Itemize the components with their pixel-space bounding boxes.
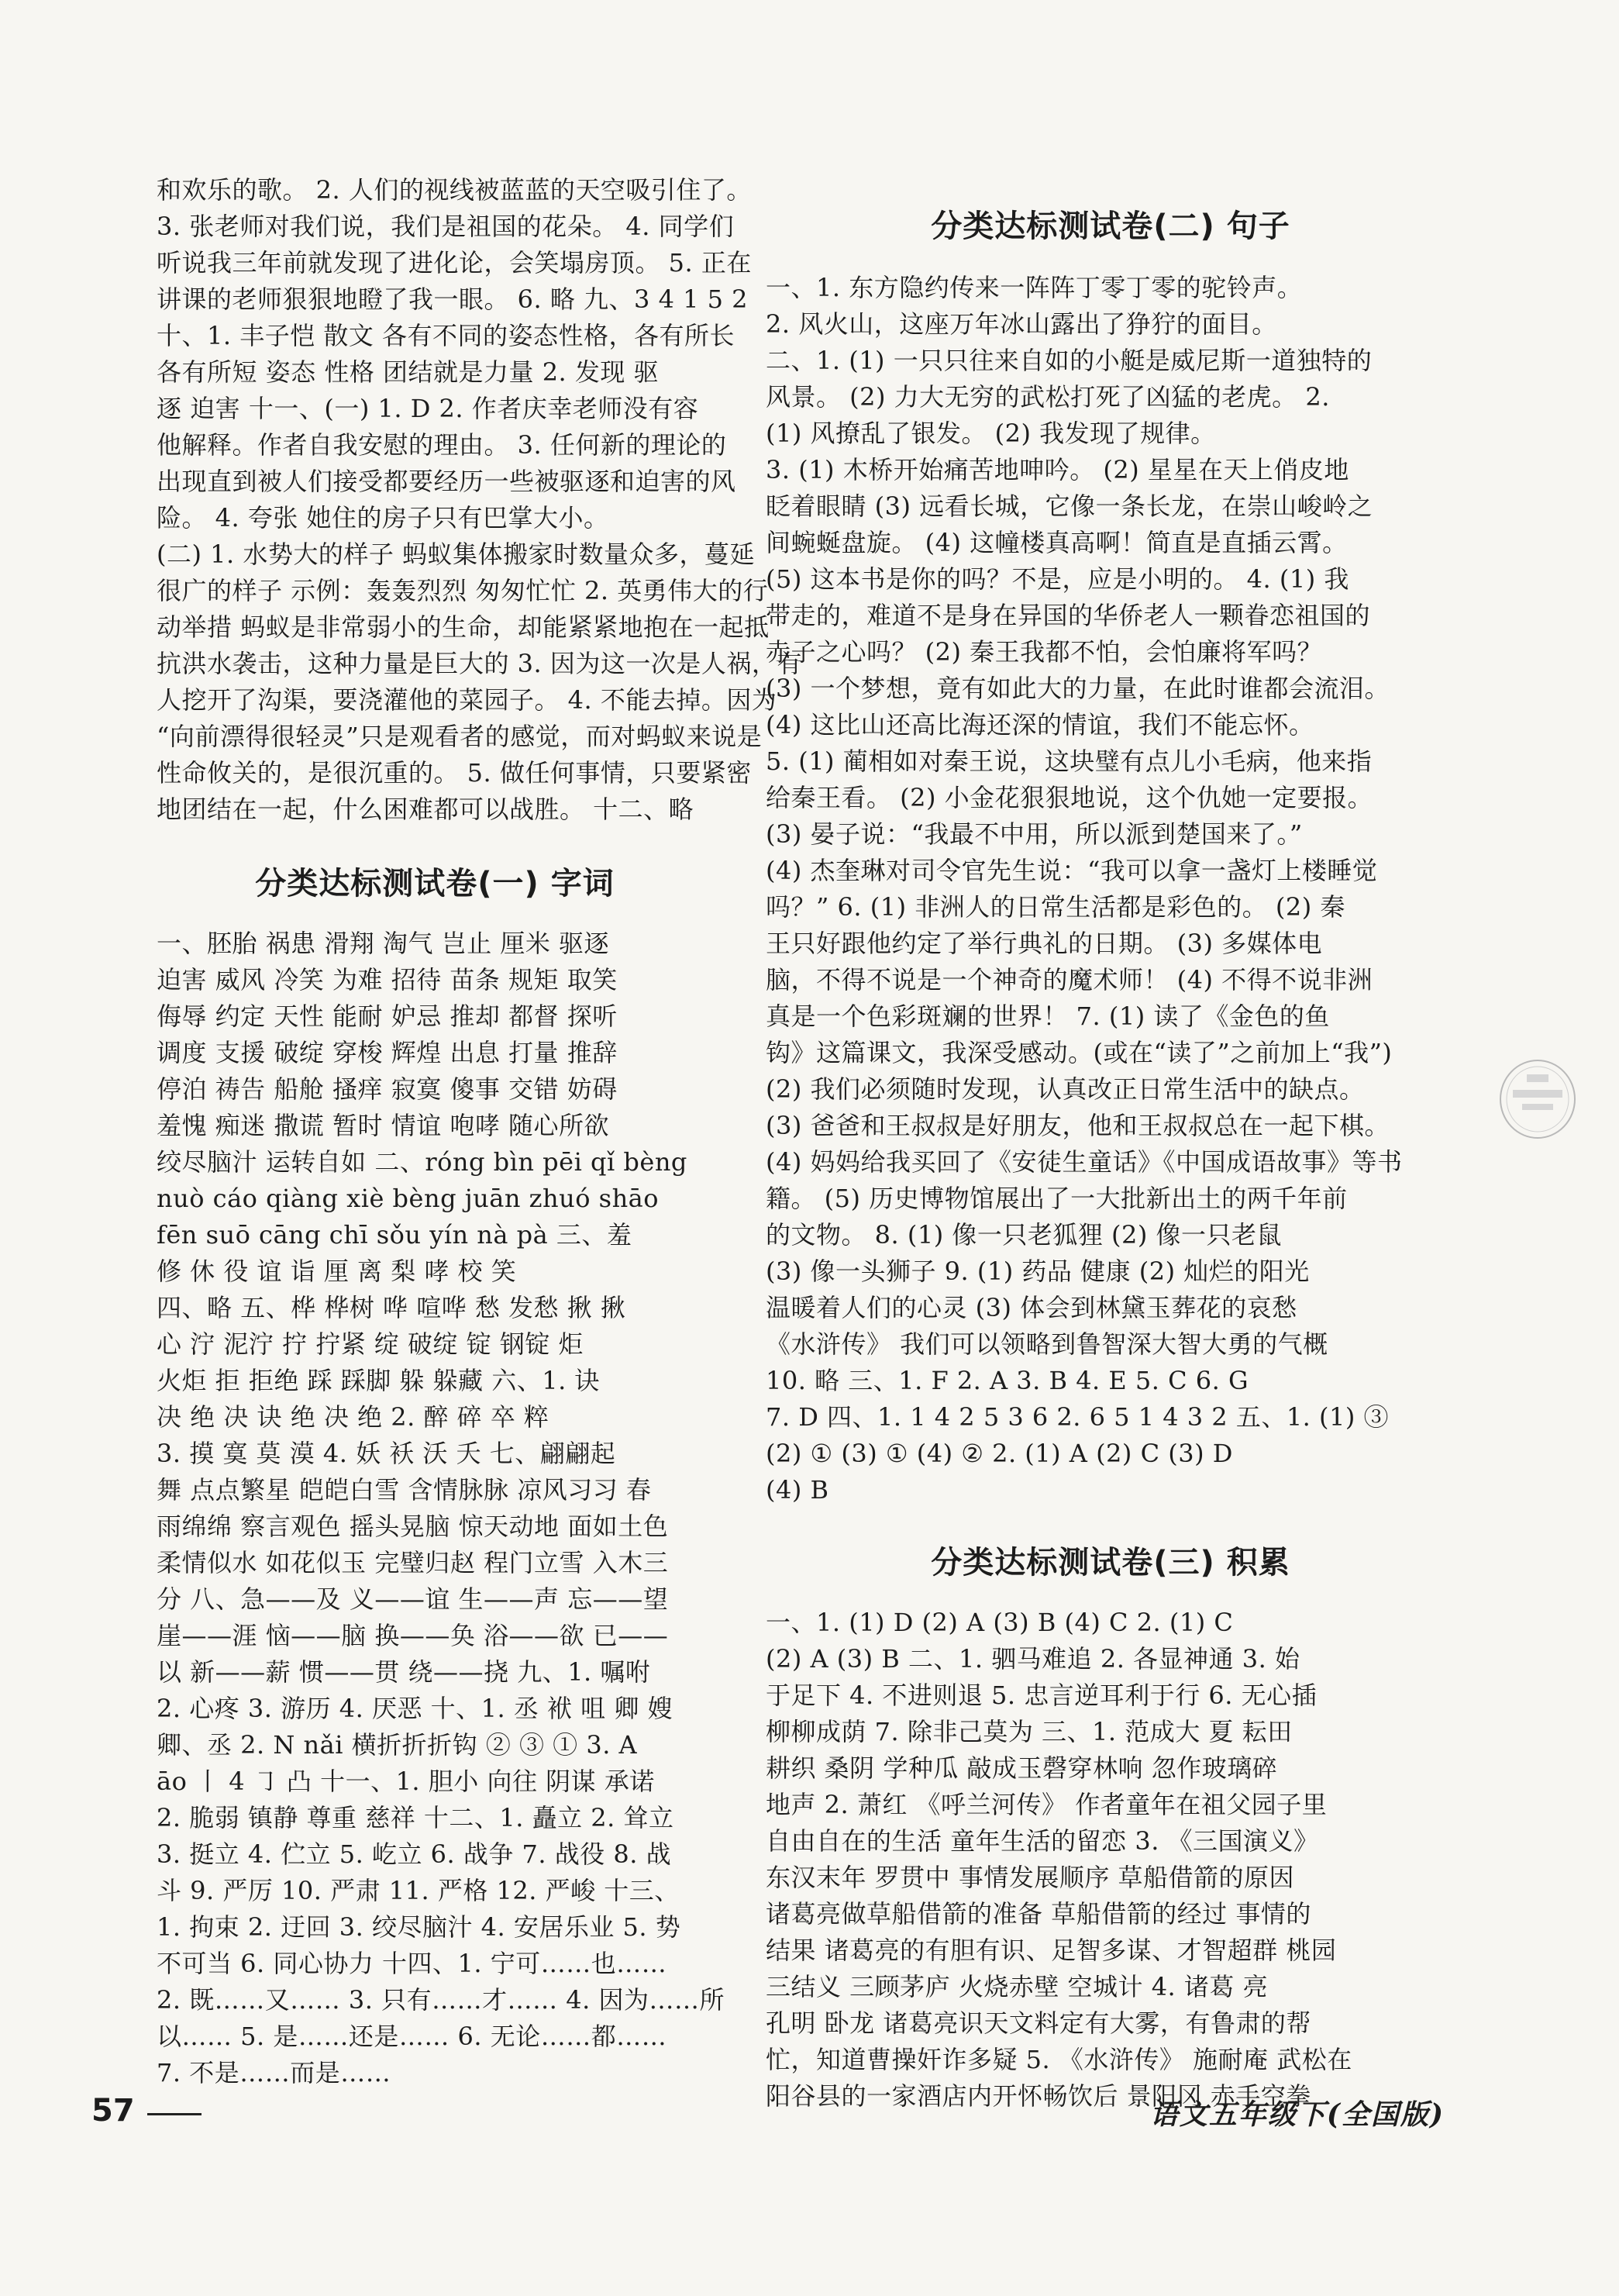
text-line: 忙，知道曹操奸诈多疑 5. 《水浒传》 施耐庵 武松在: [766, 2045, 1352, 2074]
watermark-stamp: [1496, 1054, 1579, 1147]
text-line: 5. (1) 蔺相如对秦王说，这块璧有点儿小毛病，他来指: [766, 746, 1373, 776]
section-1-answers: [157, 926, 725, 2091]
text-line: 决 绝 决 诀 绝 决 绝 2. 醉 碎 卒 粹: [157, 1402, 549, 1432]
section-title-2: 分类达标测试卷(二) 句子: [931, 209, 1290, 244]
text-line: 斗 9. 严厉 10. 严肃 11. 严格 12. 严峻 十三、: [157, 1876, 680, 1905]
text-line: 吗？” 6. (1) 非洲人的日常生活都是彩色的。 (2) 秦: [766, 892, 1345, 922]
text-line: 7. D 四、1. 1 4 2 5 3 6 2. 6 5 1 4 3 2 五、1. (1) ③: [766, 1402, 1390, 1432]
text-line: 崖——涯 恼——脑 换——奂 浴——欲 已——: [157, 1621, 669, 1650]
text-line: āo 丨 4 ㇆ 凸 十一、1. 胆小 向往 阴谋 承诺: [157, 1767, 655, 1796]
text-line: 2. 心疼 3. 游历 4. 厌恶 十、1. 丞 袱 咀 卿 嫂: [157, 1694, 673, 1723]
text-line: 十、1. 丰子恺 散文 各有不同的姿态性格，各有所长: [157, 321, 735, 350]
text-line: 他解释。作者自我安慰的理由。 3. 任何新的理论的: [157, 430, 727, 460]
text-line: 间蜿蜒盘旋。 (4) 这幢楼真高啊！简直是直插云霄。: [766, 528, 1348, 557]
text-line: nuò cáo qiàng xiè bèng juān zhuó shāo: [157, 1184, 660, 1213]
text-line: 和欢乐的歌。 2. 人们的视线被蓝蓝的天空吸引住了。: [157, 175, 752, 205]
text-line: 3. 挺立 4. 伫立 5. 屹立 6. 战争 7. 战役 8. 战: [157, 1839, 672, 1869]
text-line: 三结义 三顾茅庐 火烧赤壁 空城计 4. 诸葛 亮: [766, 1972, 1269, 2001]
text-line: (4) B: [766, 1475, 829, 1505]
text-line: 眨着眼睛 (3) 远看长城，它像一条长龙，在崇山峻岭之: [766, 491, 1373, 521]
text-line: 《水浒传》 我们可以领略到鲁智深大智大勇的气概: [766, 1329, 1328, 1359]
text-line: 脑，不得不说是一个神奇的魔术师！ (4) 不得不说非洲: [766, 965, 1373, 995]
text-line: 3. (1) 木桥开始痛苦地呻吟。 (2) 星星在天上俏皮地: [766, 455, 1349, 484]
text-line: (4) 杰奎琳对司令官先生说：“我可以拿一盏灯上楼睡觉: [766, 856, 1378, 885]
text-line: 修 休 役 谊 诣 厘 离 梨 哮 校 笑: [157, 1257, 517, 1286]
text-line: 人挖开了沟渠，要浇灌他的菜园子。 4. 不能去掉。因为: [157, 685, 777, 715]
text-line: 3. 摸 寞 莫 漠 4. 妖 袄 沃 夭 七、翩翩起: [157, 1439, 616, 1468]
text-line: 温暖着人们的心灵 (3) 体会到林黛玉葬花的哀愁: [766, 1293, 1297, 1322]
text-line: 羞愧 痴迷 撒谎 暂时 情谊 咆哮 随心所欲: [157, 1111, 610, 1140]
text-line: 10. 略 三、1. F 2. A 3. B 4. E 5. C 6. G: [766, 1366, 1249, 1395]
text-line: 听说我三年前就发现了进化论，会笑塌房顶。 5. 正在: [157, 248, 752, 278]
text-line: 2. 既……又…… 3. 只有……才…… 4. 因为……所: [157, 1985, 725, 2015]
text-line: 险。 4. 夸张 她住的房子只有巴掌大小。: [157, 503, 609, 533]
text-line: (二) 1. 水势大的样子 蚂蚁集体搬家时数量众多，蔓延: [157, 540, 756, 569]
text-line: (3) 像一头狮子 9. (1) 药品 健康 (2) 灿烂的阳光: [766, 1257, 1310, 1286]
text-line: 7. 不是……而是……: [157, 2058, 391, 2087]
text-line: 3. 张老师对我们说，我们是祖国的花朵。 4. 同学们: [157, 212, 735, 241]
text-line: 讲课的老师狠狠地瞪了我一眼。 6. 略 九、3 4 1 5 2: [157, 284, 749, 314]
text-line: 2. 脆弱 镇静 尊重 慈祥 十二、1. 矗立 2. 耸立: [157, 1803, 674, 1832]
text-line: 给秦王看。 (2) 小金花狠狠地说，这个仇她一定要报。: [766, 783, 1373, 812]
text-line: (5) 这本书是你的吗？不是，应是小明的。 4. (1) 我: [766, 564, 1349, 594]
text-line: 于足下 4. 不进则退 5. 忠言逆耳利于行 6. 无心插: [766, 1681, 1318, 1710]
text-line: 诸葛亮做草船借箭的准备 草船借箭的经过 事情的: [766, 1899, 1311, 1929]
text-line: 很广的样子 示例：轰轰烈烈 匆匆忙忙 2. 英勇伟大的行: [157, 576, 769, 605]
text-line: 地团结在一起，什么困难都可以战胜。 十二、略: [157, 795, 694, 824]
text-line: 舞 点点繁星 皑皑白雪 含情脉脉 凉风习习 春: [157, 1475, 652, 1505]
text-line: 二、1. (1) 一只只往来自如的小艇是威尼斯一道独特的: [766, 346, 1373, 375]
text-line: 绞尽脑汁 运转自如 二、róng bìn pēi qǐ bèng: [157, 1147, 687, 1177]
text-line: (1) 风撩乱了银发。 (2) 我发现了规律。: [766, 419, 1216, 448]
text-line: 动举措 蚂蚁是非常弱小的生命，却能紧紧地抱在一起抵: [157, 612, 770, 642]
text-line: 性命攸关的，是很沉重的。 5. 做任何事情，只要紧密: [157, 758, 752, 788]
text-line: 赤子之心吗？ (2) 秦王我都不怕，会怕廉将军吗？: [766, 637, 1323, 667]
text-line: (2) 我们必须随时发现，认真改正日常生活中的缺点。: [766, 1074, 1365, 1104]
text-line: 各有所短 姿态 性格 团结就是力量 2. 发现 驱: [157, 357, 660, 387]
text-line: 籍。 (5) 历史博物馆展出了一大批新出土的两千年前: [766, 1184, 1348, 1213]
text-line: 一、1. 东方隐约传来一阵阵丁零丁零的驼铃声。: [766, 273, 1303, 302]
text-line: 以…… 5. 是……还是…… 6. 无论……都……: [157, 2022, 667, 2051]
text-line: (4) 这比山还高比海还深的情谊，我们不能忘怀。: [766, 710, 1314, 739]
text-line: 出现直到被人们接受都要经历一些被驱逐和迫害的风: [157, 467, 736, 496]
text-line: 分 八、急——及 义——谊 生——声 忘——望: [157, 1584, 669, 1614]
text-line: 以 新——薪 惯——贯 绕——挠 九、1. 嘱咐: [157, 1657, 651, 1687]
text-line: 柔情似水 如花似玉 完璧归赵 程门立雪 入木三: [157, 1548, 669, 1577]
text-line: 耕织 桑阴 学种瓜 敲成玉磬穿林响 忽作玻璃碎: [766, 1753, 1278, 1783]
text-line: 风景。 (2) 力大无穷的武松打死了凶猛的老虎。 2.: [766, 382, 1330, 412]
section-title-3: 分类达标测试卷(三) 积累: [931, 1545, 1290, 1581]
book-label: 语文五年级下(全国版): [1149, 2098, 1445, 2131]
text-line: 真是一个色彩斑斓的世界！ 7. (1) 读了《金色的鱼: [766, 1001, 1330, 1031]
text-line: “向前漂得很轻灵”只是观看者的感觉，而对蚂蚁来说是: [157, 722, 763, 751]
text-line: 心 泞 泥泞 拧 拧紧 绽 破绽 锭 钢锭 炬: [157, 1329, 584, 1359]
text-line: (2) A (3) B 二、1. 驷马难追 2. 各显神通 3. 始: [766, 1644, 1300, 1674]
text-line: 自由自在的生活 童年生活的留恋 3. 《三国演义》: [766, 1826, 1319, 1856]
text-line: (3) 爸爸和王叔叔是好朋友，他和王叔叔总在一起下棋。: [766, 1111, 1390, 1140]
text-line: 2. 风火山，这座万年冰山露出了狰狞的面目。: [766, 309, 1277, 339]
text-line: (2) ① (3) ① (4) ② 2. (1) A (2) C (3) D: [766, 1439, 1233, 1468]
text-line: 迫害 威风 冷笑 为难 招待 苗条 规矩 取笑: [157, 965, 618, 995]
text-line: 火炬 拒 拒绝 踩 踩脚 躲 躲藏 六、1. 诀: [157, 1366, 600, 1395]
text-line: 调度 支援 破绽 穿梭 辉煌 出息 打量 推辞: [157, 1038, 618, 1067]
text-line: 不可当 6. 同心协力 十四、1. 宁可……也……: [157, 1949, 667, 1978]
text-line: 的文物。 8. (1) 像一只老狐狸 (2) 像一只老鼠: [766, 1220, 1283, 1250]
text-line: 四、略 五、桦 桦树 哗 喧哗 愁 发愁 揪 揪: [157, 1293, 626, 1322]
text-line: 结果 诸葛亮的有胆有识、足智多谋、才智超群 桃园: [766, 1936, 1337, 1965]
text-line: 一、1. (1) D (2) A (3) B (4) C 2. (1) C: [766, 1608, 1234, 1637]
text-line: (3) 一个梦想，竟有如此大的力量，在此时谁都会流泪。: [766, 674, 1390, 703]
text-line: (3) 晏子说：“我最不中用，所以派到楚国来了。”: [766, 819, 1303, 849]
text-line: 卿、丞 2. N nǎi 横折折折钩 ② ③ ① 3. A: [157, 1730, 638, 1760]
section-3-answers: [766, 1605, 1455, 2115]
section-2-answers: [766, 270, 1455, 1508]
text-line: 抗洪水袭击，这种力量是巨大的 3. 因为这一次是人祸，有: [157, 649, 802, 678]
section-title-1: 分类达标测试卷(一) 字词: [255, 866, 615, 902]
text-line: (4) 妈妈给我买回了《安徒生童话》《中国成语故事》等书: [766, 1147, 1403, 1177]
text-line: 柳柳成荫 7. 除非己莫为 三、1. 范成大 夏 耘田: [766, 1717, 1293, 1746]
page-number-rule: [147, 2113, 202, 2115]
text-line: 雨绵绵 察言观色 摇头晃脑 惊天动地 面如土色: [157, 1512, 669, 1541]
text-line: 王只好跟他约定了举行典礼的日期。 (3) 多媒体电: [766, 929, 1323, 958]
text-line: 带走的，难道不是身在异国的华侨老人一颗眷恋祖国的: [766, 601, 1371, 630]
text-line: 侮辱 约定 天性 能耐 妒忌 推却 都督 探听: [157, 1001, 618, 1031]
text-line: 东汉末年 罗贯中 事情发展顺序 草船借箭的原因: [766, 1863, 1295, 1892]
text-line: 一、胚胎 祸患 滑翔 淘气 岂止 厘米 驱逐: [157, 929, 610, 958]
text-line: 钩》这篇课文，我深受感动。(或在“读了”之前加上“我”): [766, 1038, 1393, 1067]
page-number: 57: [91, 2093, 135, 2129]
answer-continuation: [157, 172, 802, 828]
text-line: fēn suō cāng chī sǒu yín nà pà 三、羞: [157, 1220, 632, 1250]
text-line: 地声 2. 萧红 《呼兰河传》 作者童年在祖父园子里: [766, 1790, 1328, 1819]
text-line: 阳谷县的一家酒店内开怀畅饮后 景阳冈 赤手空拳: [766, 2081, 1311, 2111]
text-line: 逐 迫害 十一、(一) 1. D 2. 作者庆幸老师没有容: [157, 394, 699, 423]
right-column: [766, 172, 1455, 2115]
text-line: 孔明 卧龙 诸葛亮识天文料定有大雾，有鲁肃的帮: [766, 2008, 1311, 2038]
text-line: 1. 拘束 2. 迂回 3. 绞尽脑汁 4. 安居乐业 5. 势: [157, 1912, 681, 1942]
text-line: 停泊 祷告 船舱 搔痒 寂寞 傻事 交错 妨碍: [157, 1074, 618, 1104]
